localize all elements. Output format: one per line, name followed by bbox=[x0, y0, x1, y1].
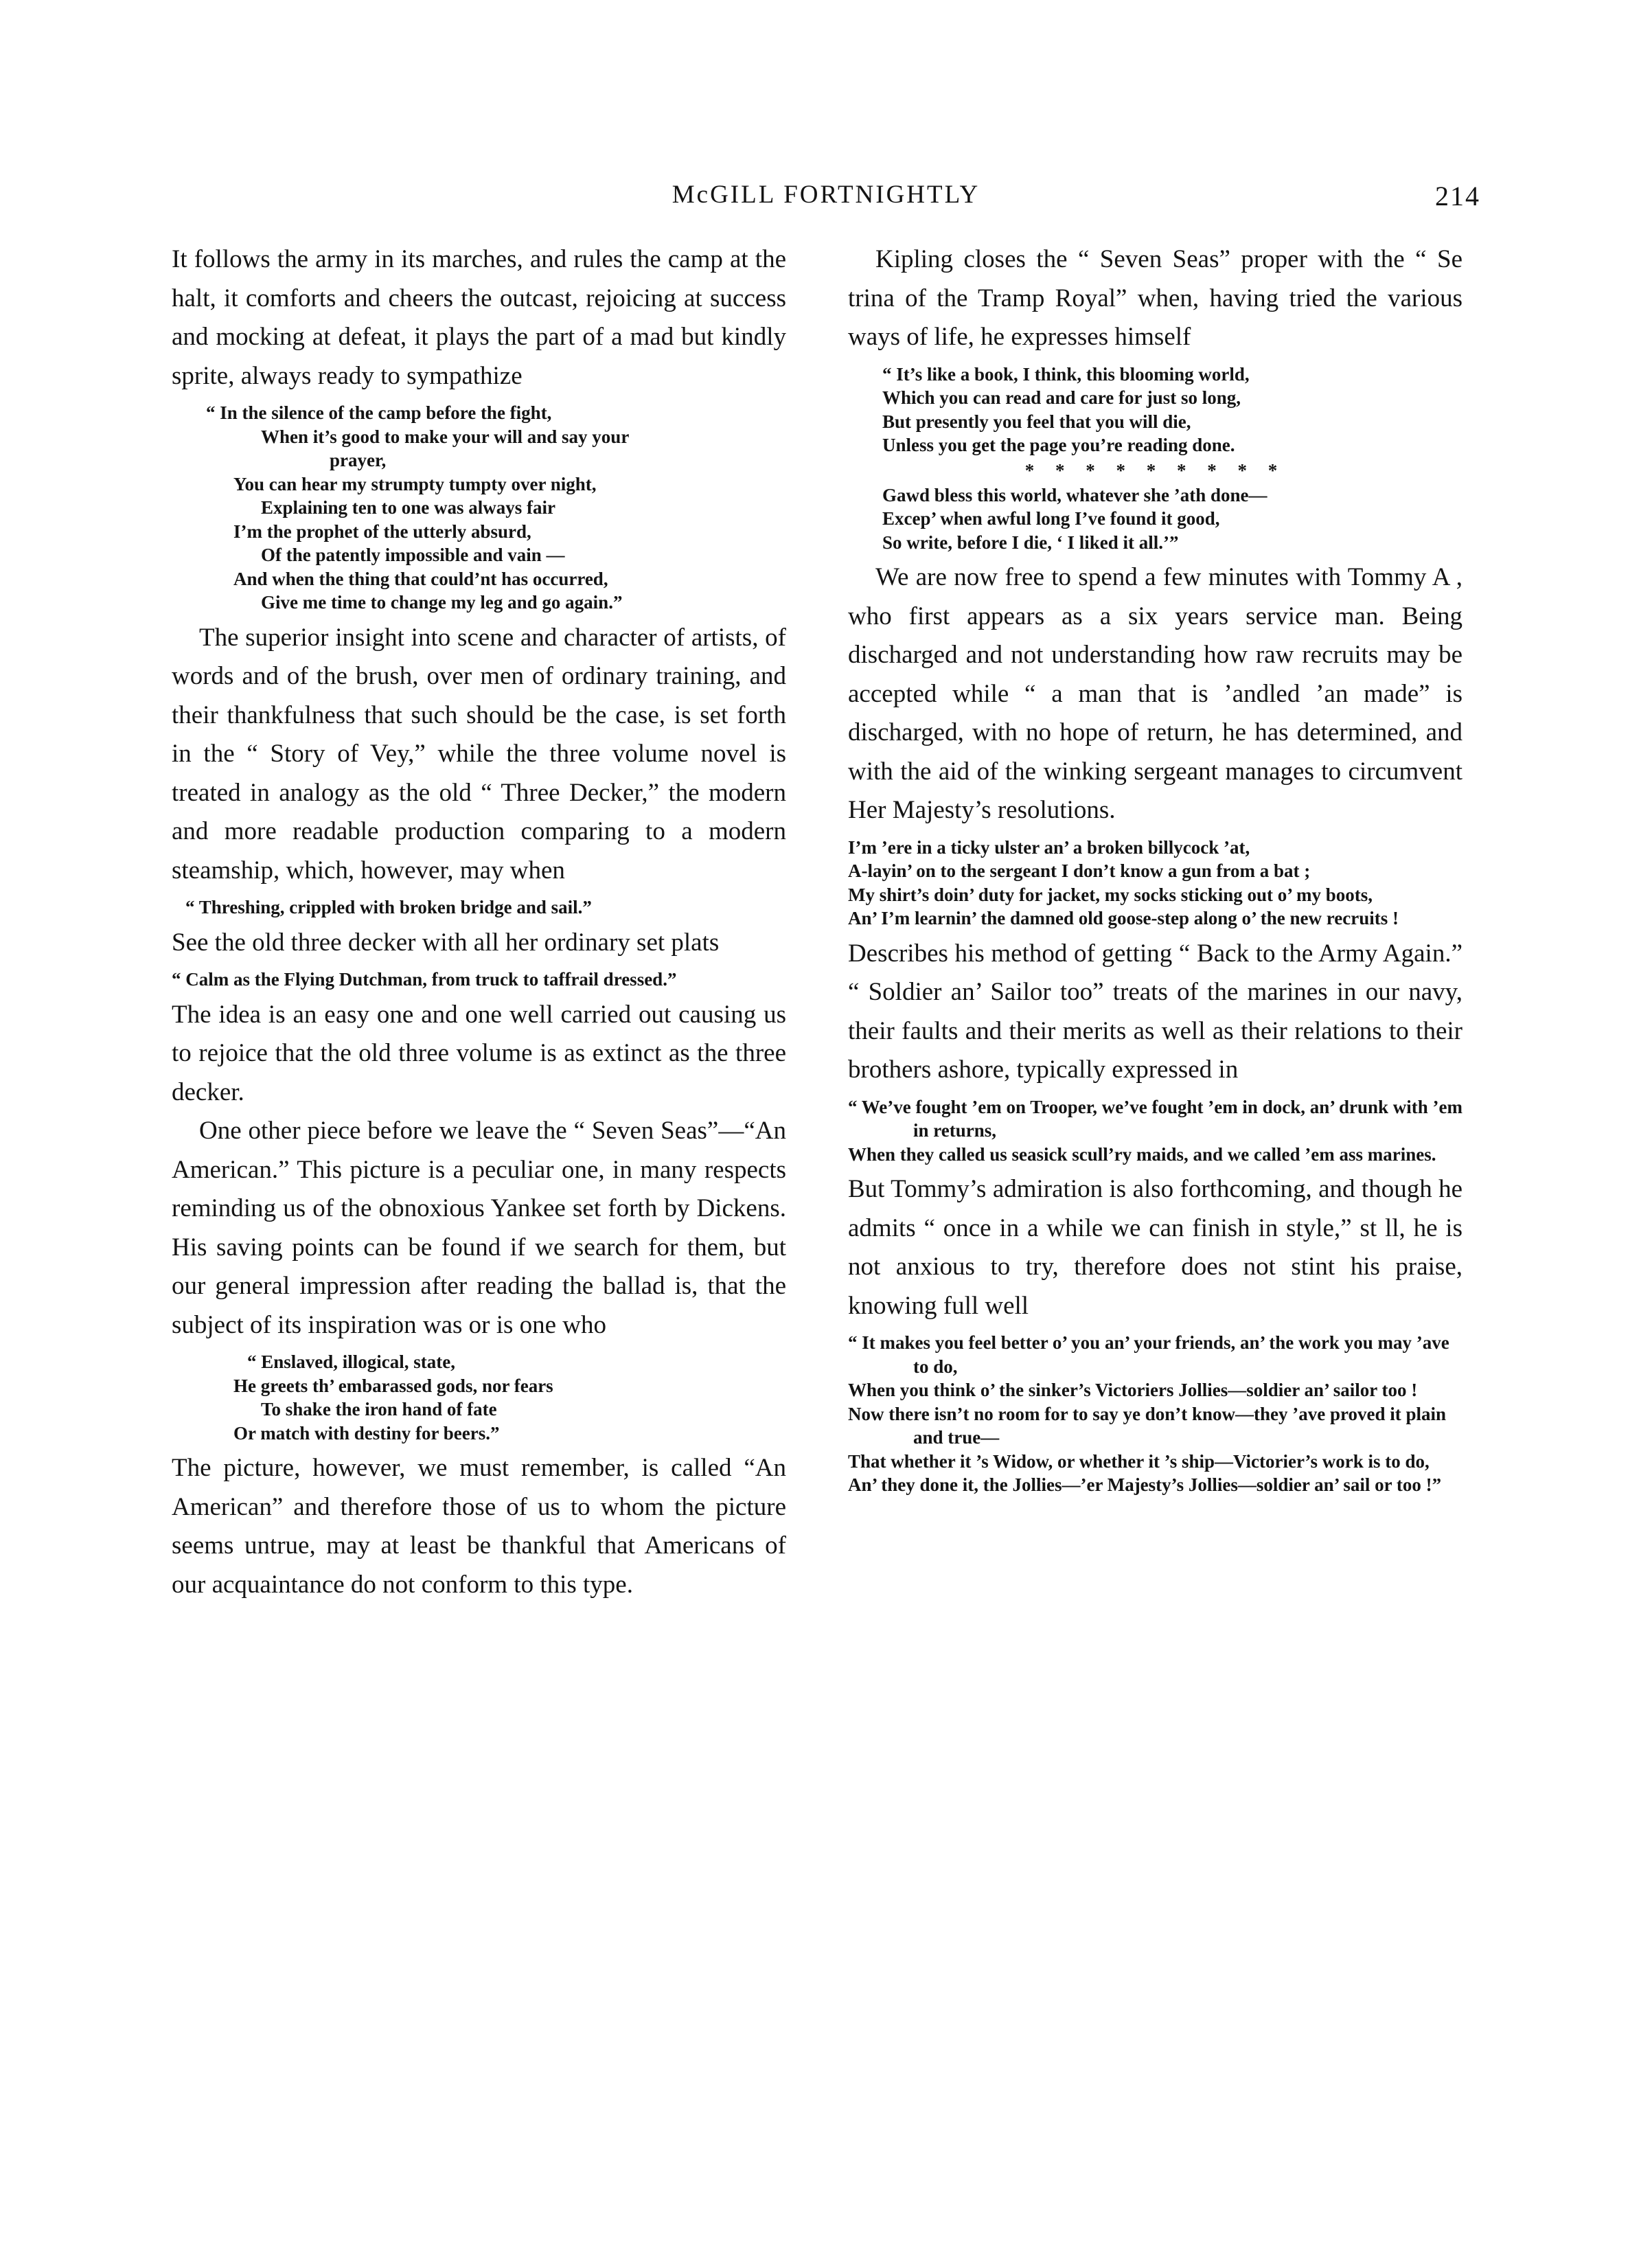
verse-block bbox=[848, 1095, 1462, 1167]
verse-line: He greets th’ embarassed gods, nor fears bbox=[233, 1375, 553, 1396]
paragraph: But Tommy’s admiration is also forthcoming, and though he admits “ once in a while we can finish in style,” st ll, he is not anxious to try, therefore does not stint his praise, knowing full well bbox=[848, 1175, 1462, 1320]
verse-line: Gawd bless this world, whatever she ’ath done— bbox=[882, 484, 1267, 505]
verse-line: “ It makes you feel better o’ you an’ your friends, an’ the work you may ’ave to do, bbox=[848, 1332, 1449, 1377]
verse-line: A-layin’ on to the sergeant I don’t know a gun from a bat ; bbox=[848, 860, 1311, 881]
paragraph: We are now free to spend a few minutes with Tommy A , who first appears as a six years service man. Being discharged and not understanding how raw recruits may be accepted while “ a man that is ’andled ’an made” is discharged, with no hope of return, he has determined, and with the aid of the winking sergeant manages to circumvent Her Majesty’s resolutions. bbox=[848, 563, 1462, 824]
verse-line: When they called us seasick scull’ry maids, and we called ’em ass marines. bbox=[848, 1143, 1436, 1165]
verse-line: So write, before I die, ‘ I liked it all.’” bbox=[882, 532, 1179, 553]
verse-line: An’ they done it, the Jollies—’er Majesty’s Jollies—soldier an’ sail or too !” bbox=[848, 1474, 1442, 1495]
verse-line: Of the patently impossible and vain — bbox=[261, 545, 565, 565]
verse-line: “ We’ve fought ’em on Trooper, we’ve fought ’em in dock, an’ drunk with ’em in returns, bbox=[848, 1096, 1462, 1141]
verse-line: Unless you get the page you’re reading done. bbox=[882, 435, 1235, 455]
quote-line: “ Calm as the Flying Dutchman, from truck to taffrail dressed.” bbox=[172, 969, 677, 990]
verse-line: Which you can read and care for just so long, bbox=[882, 387, 1241, 408]
verse-line: “ In the silence of the camp before the fight, bbox=[206, 402, 552, 423]
verse-line: Give me time to change my leg and go again.” bbox=[261, 592, 623, 613]
verse-line: To shake the iron hand of fate bbox=[261, 1399, 497, 1419]
verse-line: And when the thing that could’nt has occurred, bbox=[233, 568, 608, 589]
verse-line: I’m ’ere in a ticky ulster an’ a broken billycock ’at, bbox=[848, 836, 1250, 858]
verse-line: “ It’s like a book, I think, this blooming world, bbox=[882, 363, 1250, 385]
verse-line: You can hear my strumpty tumpty over night, bbox=[233, 473, 597, 494]
quotation bbox=[172, 968, 786, 992]
left-column bbox=[172, 240, 786, 1604]
paragraph: The picture, however, we must remember, is called “An American” and therefore those of us to whom the picture seems untrue, may at least be thankful that Americans of our acquaintance do not conform to this type. bbox=[172, 1454, 786, 1599]
right-column bbox=[848, 240, 1462, 1501]
verse-line: An’ I’m learnin’ the damned old goose-step along o’ the new recruits ! bbox=[848, 908, 1399, 928]
paragraph: Describes his method of getting “ Back to the Army Again.” “ Soldier an’ Sailor too” treats of the marines in our navy, their faults and their merits as well as their relations to their brothers ashore, typically expressed in bbox=[848, 939, 1462, 1084]
verse-block bbox=[172, 401, 786, 615]
quote-line: “ Threshing, crippled with broken bridge and sail.” bbox=[185, 897, 592, 917]
paragraph: The superior insight into scene and character of artists, of words and of the brush, over men of ordinary training, and their thankfulness that such should be the case, is set forth in the “ Story of Vey,” while the three volume novel is treated in analogy as the old “ Three Decker,” the modern and more readable production comparing to a modern steamship, which, however, may when bbox=[172, 623, 786, 885]
verse-line: But presently you feel that you will die, bbox=[882, 411, 1191, 432]
verse-line: prayer, bbox=[330, 450, 387, 470]
verse-line: I’m the prophet of the utterly absurd, bbox=[233, 521, 531, 542]
verse-block bbox=[848, 363, 1462, 555]
paragraph: The idea is an easy one and one well carried out causing us to rejoice that the old three volume is as extinct as the three decker. bbox=[172, 1000, 786, 1106]
verse-line: When you think o’ the sinker’s Victoriers Jollies—soldier an’ sailor too ! bbox=[848, 1380, 1418, 1400]
verse-line: When it’s good to make your will and say your bbox=[261, 426, 630, 447]
verse-block bbox=[848, 1331, 1462, 1497]
verse-block bbox=[172, 1350, 786, 1445]
verse-line: Explaining ten to one was always fair bbox=[261, 497, 556, 518]
verse-line: My shirt’s doin’ duty for jacket, my socks sticking out o’ my boots, bbox=[848, 884, 1373, 905]
journal-title: McGILL FORTNIGHTLY bbox=[672, 181, 980, 209]
verse-line: Excep’ when awful long I’ve found it good, bbox=[882, 508, 1220, 529]
quotation bbox=[172, 896, 786, 920]
section-asterisms: * * * * * * * * * bbox=[1024, 459, 1286, 481]
verse-line: Or match with destiny for beers.” bbox=[233, 1422, 500, 1444]
verse-line: “ Enslaved, illogical, state, bbox=[247, 1351, 455, 1372]
page-number: 214 bbox=[1435, 181, 1480, 212]
running-head bbox=[172, 180, 1480, 221]
paragraph: It follows the army in its marches, and rules the camp at the halt, it comforts and cheers the outcast, rejoicing at success and mocking at defeat, it plays the part of a mad but kindly sprite, always ready to sympathize bbox=[172, 245, 786, 390]
paragraph: One other piece before we leave the “ Seven Seas”—“An American.” This picture is a peculiar one, in many respects reminding us of the obnoxious Yankee set forth by Dickens. His saving points can be found if we search for them, but our general impression after reading the ballad is, that the subject of its inspiration was or is one who bbox=[172, 1117, 786, 1339]
paragraph: Kipling closes the “ Seven Seas” proper with the “ Se trina of the Tramp Royal” when, having tried the various ways of life, he expresses himself bbox=[848, 245, 1462, 351]
verse-block bbox=[848, 836, 1462, 931]
paragraph: See the old three decker with all her ordinary set plats bbox=[172, 928, 720, 957]
verse-line: That whether it ’s Widow, or whether it ’s ship—Victorier’s work is to do, bbox=[848, 1450, 1430, 1472]
verse-line: Now there isn’t no room for to say ye don’t know—they ’ave proved it plain and true— bbox=[848, 1403, 1447, 1448]
